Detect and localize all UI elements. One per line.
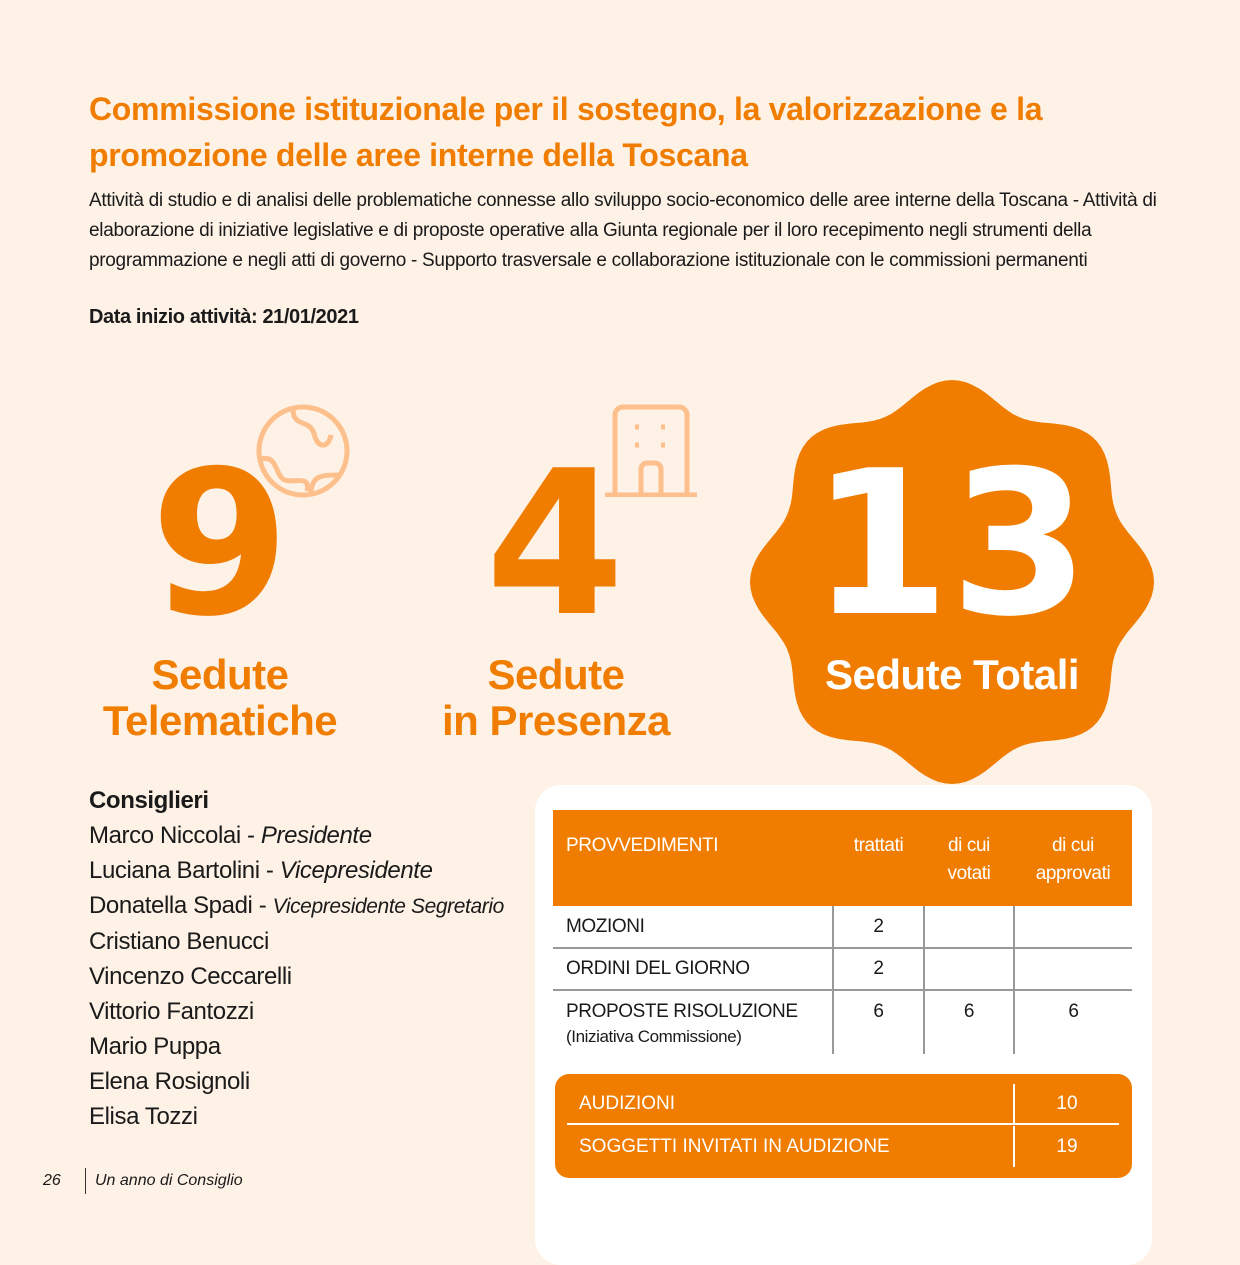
cell	[924, 906, 1014, 948]
footer-divider	[85, 1168, 86, 1194]
member-item	[89, 959, 529, 994]
col-header: PROVVEDIMENTI	[553, 810, 833, 906]
cell: ORDINI DEL GIORNO	[553, 948, 833, 990]
col-header: di cui approvati	[1014, 810, 1132, 906]
cell: MOZIONI	[553, 906, 833, 948]
member-item	[89, 1029, 529, 1064]
soggetti-row	[567, 1126, 1119, 1167]
member-name: Vincenzo Ceccarelli	[89, 963, 292, 990]
telematiche-label	[60, 652, 380, 744]
cell	[1014, 948, 1132, 990]
totali-label: Sedute Totali	[824, 651, 1080, 698]
member-role: Vicepresidente	[279, 857, 433, 884]
cell: 6	[1014, 990, 1132, 1054]
presenza-label	[396, 652, 716, 744]
member-item	[89, 888, 529, 924]
row-value: 10	[1013, 1084, 1119, 1123]
member-name: Elena Rosignoli	[89, 1068, 250, 1095]
label-line: Sedute	[151, 651, 289, 698]
member-item	[89, 818, 529, 853]
cell	[1014, 906, 1132, 948]
member-name: Mario Puppa	[89, 1033, 221, 1060]
telematiche-value: 9	[150, 428, 290, 661]
cell-note: (Iniziativa Commissione)	[566, 1027, 742, 1046]
consiglieri-heading: Consiglieri	[89, 787, 209, 814]
table-row	[553, 906, 1132, 948]
label-line: Sedute	[487, 651, 625, 698]
cell	[924, 948, 1014, 990]
member-name: Donatella Spadi -	[89, 892, 273, 919]
member-role: Presidente	[260, 822, 372, 849]
member-name: Luciana Bartolini -	[89, 857, 280, 884]
presenza-value: 4	[485, 428, 625, 661]
col-header: di cui votati	[924, 810, 1014, 906]
table-row	[553, 990, 1132, 1054]
provvedimenti-table	[553, 810, 1132, 1054]
member-name: Vittorio Fantozzi	[89, 998, 254, 1025]
member-role: Vicepresidente Segretario	[272, 895, 504, 918]
cell: 2	[833, 948, 924, 990]
cell	[553, 990, 833, 1054]
col-header: trattati	[833, 810, 924, 906]
cell: 6	[924, 990, 1014, 1054]
table-header	[553, 810, 1132, 906]
publication-name: Un anno di Consiglio	[95, 1172, 243, 1189]
member-name: Elisa Tozzi	[89, 1103, 198, 1130]
member-item	[89, 853, 529, 888]
member-item	[89, 1064, 529, 1099]
totali-value: 13	[810, 428, 1090, 661]
row-value: 19	[1013, 1126, 1119, 1167]
cell-text: PROPOSTE RISOLUZIONE	[566, 1001, 798, 1022]
member-item	[89, 924, 529, 959]
label-line: Telematiche	[102, 697, 338, 744]
member-item	[89, 1099, 529, 1134]
intro	[89, 86, 1184, 329]
page-title: Commissione istituzionale per il sostegno, la valorizzazione e la promozione delle aree interne della Toscana	[89, 91, 1043, 173]
row-label: AUDIZIONI	[579, 1092, 676, 1114]
description: Attività di studio e di analisi delle problematiche connesse allo sviluppo socio-economico delle aree interne della Toscana - Attività di elaborazione di iniziative legislative e di proposte operative alla Giunta regionale per il loro recepimento negli strumenti della programmazione e negli atti di governo - Supporto trasversale e collaborazione istituzionale con le commissioni permanenti	[89, 190, 1157, 271]
table-row	[553, 948, 1132, 990]
start-date: Data inizio attività: 21/01/2021	[89, 306, 359, 328]
label-line: in Presenza	[442, 697, 670, 744]
member-item	[89, 994, 529, 1029]
member-name: Marco Niccolai -	[89, 822, 261, 849]
cell: 6	[833, 990, 924, 1054]
row-label: SOGGETTI INVITATI IN AUDIZIONE	[579, 1135, 890, 1157]
member-name: Cristiano Benucci	[89, 928, 269, 955]
consiglieri-list	[89, 783, 529, 1134]
audizioni-box	[555, 1074, 1132, 1178]
page-number: 26	[43, 1172, 61, 1189]
audizioni-row	[567, 1084, 1119, 1125]
cell: 2	[833, 906, 924, 948]
